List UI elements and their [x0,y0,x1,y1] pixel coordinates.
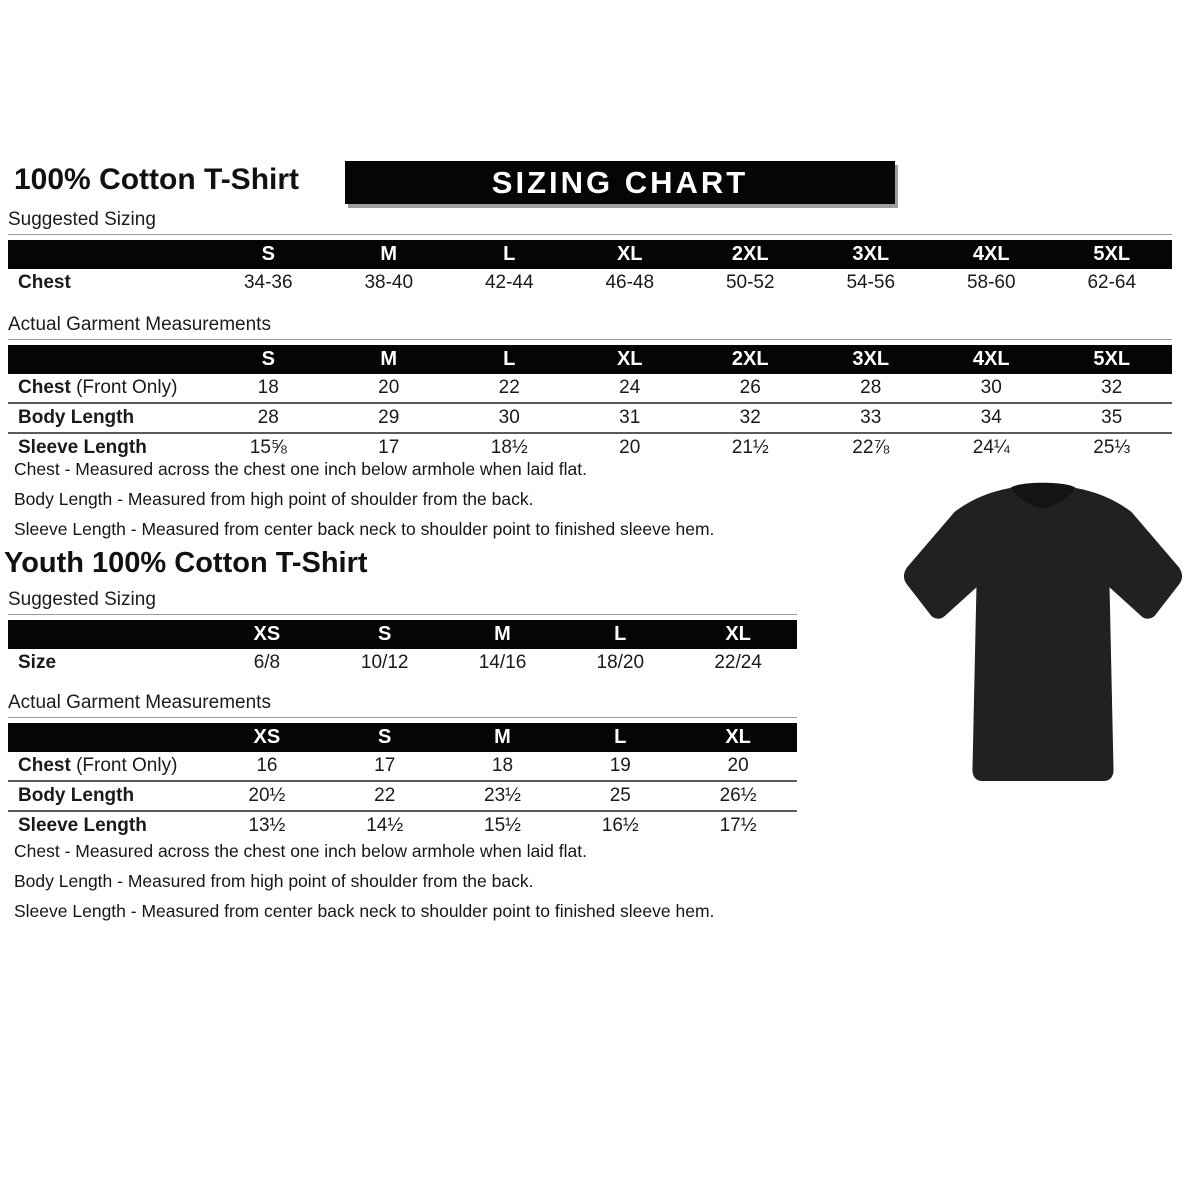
measurement-value: 34 [931,403,1052,433]
row-label: Sleeve Length [8,811,208,840]
row-label: Size [18,652,57,673]
youth-actual-measurements-section [8,692,797,840]
note-chest: Chest - Measured across the chest one inch below armhole when laid flat. [14,841,587,861]
size-column-header: M [444,620,562,649]
measurement-value: 21½ [690,433,811,462]
youth-suggested-sizing-table [8,620,797,677]
measurement-value: 25 [561,781,679,811]
adult-actual-measurements-table [8,345,1172,462]
measurement-value: 30 [980,377,1002,398]
measurement-value: 18 [257,377,279,398]
section-label-suggested-sizing: Suggested Sizing [8,209,1172,235]
measurement-value: 50-52 [725,272,775,293]
size-column-header: XS [208,620,326,649]
measurement-row [8,433,1172,462]
sizing-chart-banner: SIZING CHART [345,161,895,204]
note-body-length: Body Length - Measured from high point of shoulder from the back. [14,489,534,509]
measurement-value: 15⅝ [208,433,329,462]
size-column-header: 4XL [931,345,1052,374]
size-column-header: 2XL [690,240,811,269]
measurement-value: 17 [329,433,450,462]
section-label-actual-measurements: Actual Garment Measurements [8,692,797,718]
measurement-value: 13½ [208,811,326,840]
size-column-header: S [326,723,444,752]
size-column-header: XL [570,240,691,269]
table-corner-cell [8,723,208,752]
measurement-value: 16½ [561,811,679,840]
measurement-value: 28 [208,403,329,433]
measurement-value: 15½ [444,811,562,840]
measurement-value: 14/16 [478,652,527,673]
row-label: Chest (Front Only) [18,755,178,776]
size-header-row [8,345,1172,374]
size-column-header: 4XL [931,240,1052,269]
section-label-suggested-sizing: Suggested Sizing [8,589,797,615]
measurement-value: 54-56 [846,272,896,293]
size-column-header: L [561,620,679,649]
table-corner-cell [8,620,208,649]
table-corner-cell [8,240,208,269]
measurement-value: 46-48 [605,272,655,293]
measurement-value: 18/20 [596,652,645,673]
size-column-header: L [561,723,679,752]
measurement-value: 33 [811,403,932,433]
size-column-header: XL [570,345,691,374]
size-header-row [8,240,1172,269]
measurement-value: 26½ [679,781,797,811]
measurement-value: 26 [739,377,761,398]
measurement-value: 35 [1052,403,1173,433]
note-sleeve-length: Sleeve Length - Measured from center back neck to shoulder point to finished sleeve hem. [14,901,715,921]
size-header-row [8,723,797,752]
measurement-value: 6/8 [253,652,281,673]
table-corner-cell [8,345,208,374]
tshirt-body-shape [904,488,1182,781]
measurement-value: 23½ [444,781,562,811]
size-column-header: M [444,723,562,752]
youth-measurement-notes [14,841,714,931]
size-column-header: 2XL [690,345,811,374]
size-column-header: M [329,345,450,374]
note-sleeve-length: Sleeve Length - Measured from center back neck to shoulder point to finished sleeve hem. [14,519,715,539]
adult-suggested-sizing-table [8,240,1172,297]
measurement-value: 42-44 [484,272,534,293]
measurement-value: 20½ [208,781,326,811]
row-label: Body Length [8,403,208,433]
section-label-actual-measurements: Actual Garment Measurements [8,314,1172,340]
measurement-value: 22/24 [714,652,762,673]
size-column-header: XL [679,620,797,649]
measurement-row [8,781,797,811]
size-column-header: L [449,240,570,269]
size-column-header: 3XL [811,345,932,374]
measurement-value: 22⅞ [811,433,932,462]
size-header-row [8,620,797,649]
measurement-value: 18 [491,755,514,776]
measurement-value: 24¼ [931,433,1052,462]
size-column-header: S [326,620,444,649]
measurement-value: 14½ [326,811,444,840]
measurement-value: 22 [498,377,520,398]
page-title: 100% Cotton T-Shirt [14,163,300,196]
measurement-value: 10/12 [360,652,409,673]
measurement-value: 16 [256,755,278,776]
measurement-value: 62-64 [1087,272,1137,293]
adult-suggested-sizing-section [8,209,1172,297]
measurement-value: 19 [609,755,631,776]
row-label: Body Length [8,781,208,811]
size-column-header: 5XL [1052,240,1173,269]
adult-measurement-notes [14,459,714,549]
measurement-row [8,403,1172,433]
size-column-header: S [208,345,329,374]
size-column-header: XL [679,723,797,752]
note-body-length: Body Length - Measured from high point of shoulder from the back. [14,871,534,891]
measurement-row [8,649,797,677]
measurement-value: 25⅓ [1052,433,1173,462]
measurement-value: 28 [860,377,882,398]
measurement-value: 20 [570,433,691,462]
measurement-value: 34-36 [243,272,293,293]
size-column-header: M [329,240,450,269]
tshirt-graphic [893,474,1191,806]
measurement-row [8,752,797,781]
measurement-row [8,269,1172,297]
measurement-value: 18½ [449,433,570,462]
size-column-header: S [208,240,329,269]
row-label: Chest [18,272,71,293]
measurement-value: 17½ [679,811,797,840]
measurement-value: 22 [326,781,444,811]
measurement-value: 32 [1101,377,1123,398]
row-label: Chest (Front Only) [18,377,178,398]
measurement-value: 29 [329,403,450,433]
measurement-value: 17 [374,755,396,776]
measurement-row [8,811,797,840]
measurement-value: 38-40 [364,272,414,293]
measurement-value: 31 [570,403,691,433]
size-column-header: 3XL [811,240,932,269]
adult-actual-measurements-section [8,314,1172,462]
measurement-row [8,374,1172,403]
measurement-value: 20 [727,755,749,776]
measurement-value: 24 [619,377,641,398]
black-tshirt-image [893,474,1191,806]
row-label: Sleeve Length [8,433,208,462]
size-column-header: L [449,345,570,374]
youth-section-title: Youth 100% Cotton T-Shirt [4,547,368,579]
measurement-value: 58-60 [966,272,1016,293]
youth-actual-measurements-table [8,723,797,840]
measurement-value: 30 [449,403,570,433]
measurement-value: 32 [690,403,811,433]
size-column-header: XS [208,723,326,752]
measurement-value: 20 [378,377,400,398]
youth-suggested-sizing-section [8,589,797,677]
note-chest: Chest - Measured across the chest one inch below armhole when laid flat. [14,459,587,479]
size-column-header: 5XL [1052,345,1173,374]
